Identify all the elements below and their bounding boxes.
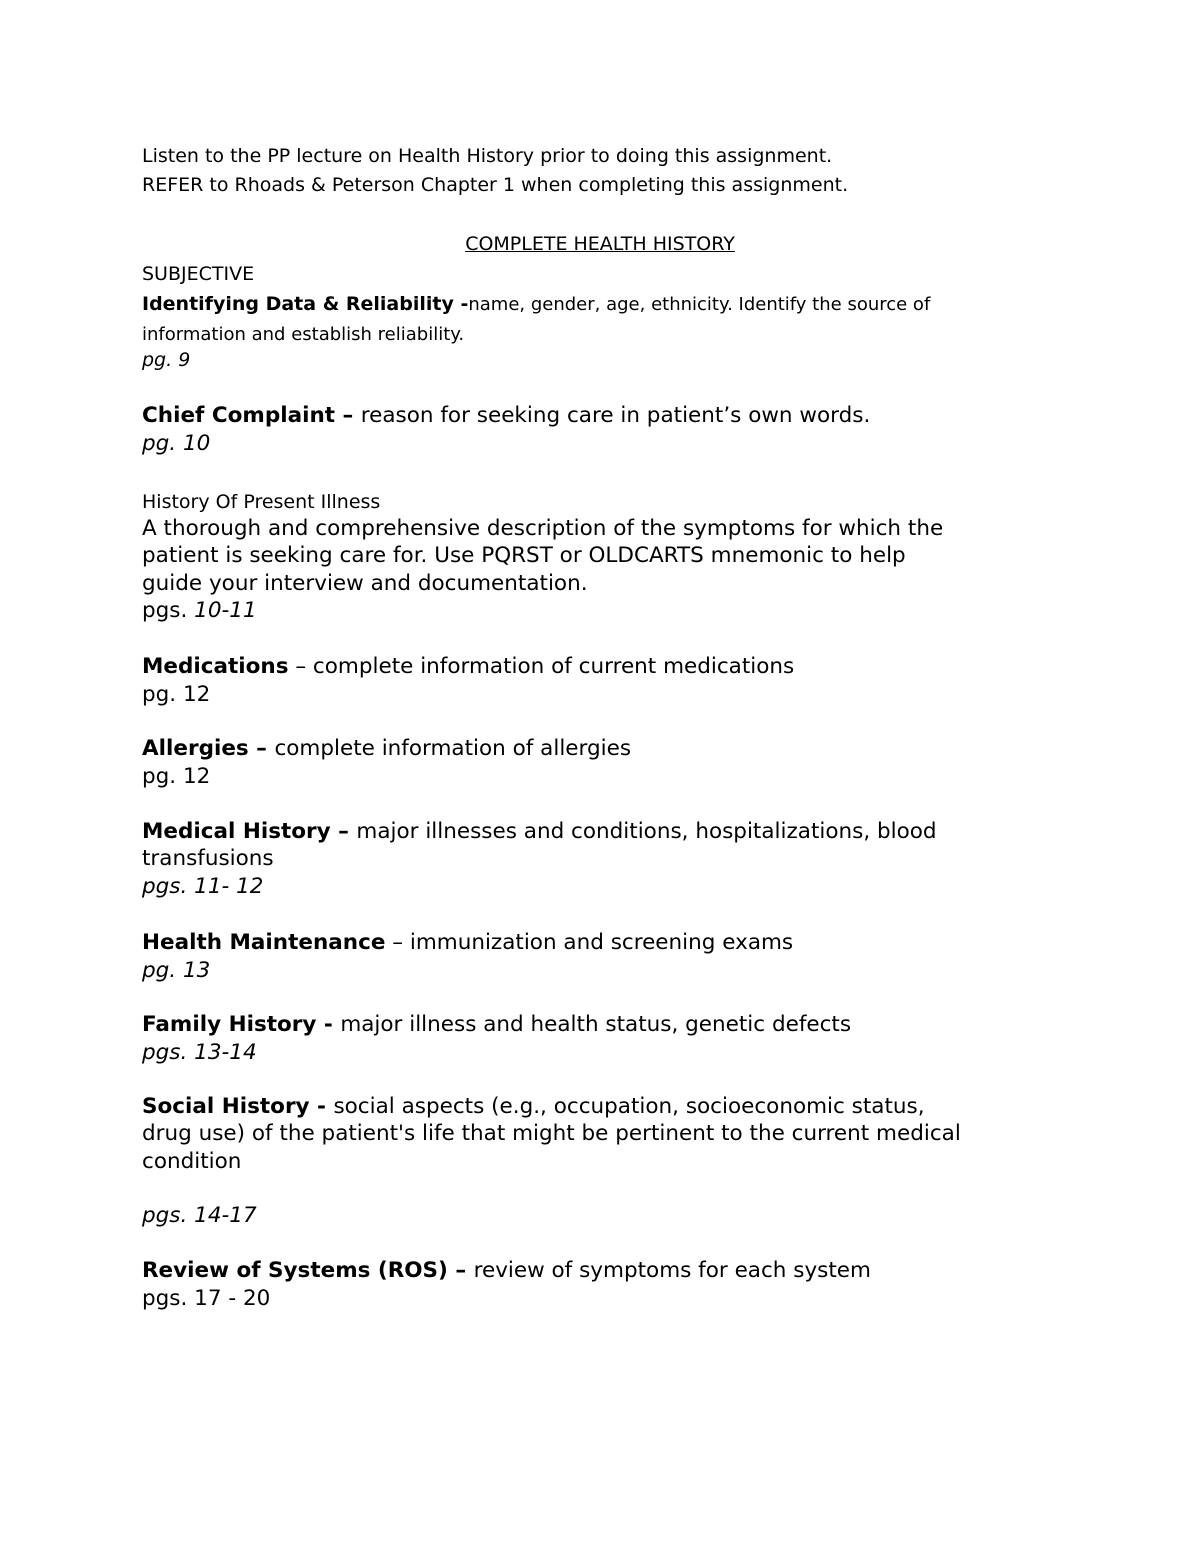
identifying-data-desc: name, gender, age, ethnicity. Identify the source of [468, 294, 931, 315]
chief-complaint-pages: pg. 10 [142, 431, 211, 456]
ros-line [142, 1259, 871, 1284]
health-maintenance-heading: Health Maintenance [142, 930, 386, 955]
instruction-line-2: REFER to Rhoads & Peterson Chapter 1 when completing this assignment. [142, 174, 849, 196]
ros-desc: review of symptoms for each system [473, 1258, 871, 1283]
hpi-desc-1: A thorough and comprehensive description of the symptoms for which the [142, 516, 944, 541]
family-history-line [142, 1013, 851, 1038]
identifying-data-heading: Identifying Data & Reliability - [142, 293, 469, 315]
health-maintenance-desc: – immunization and screening exams [385, 930, 794, 955]
hpi-pages-line [142, 599, 257, 624]
medical-history-desc-2: transfusions [142, 846, 274, 871]
social-history-heading: Social History - [142, 1094, 334, 1119]
hpi-pages-value: 10-11 [194, 598, 257, 623]
hpi-desc-2: patient is seeking care for. Use PQRST or OLDCARTS mnemonic to help [142, 543, 906, 568]
subjective-heading: SUBJECTIVE [142, 263, 255, 285]
medications-desc: – complete information of current medications [288, 654, 795, 679]
chief-complaint-line [142, 404, 870, 429]
social-history-desc-2: drug use) of the patient's life that might be pertinent to the current medical [142, 1121, 961, 1146]
health-maintenance-pages: pg. 13 [142, 958, 211, 983]
family-history-pages: pgs. 13-14 [142, 1040, 257, 1065]
hpi-desc-3: guide your interview and documentation. [142, 571, 588, 596]
medical-history-line [142, 820, 937, 845]
family-history-desc: major illness and health status, genetic defects [340, 1012, 852, 1037]
allergies-heading: Allergies – [142, 736, 275, 761]
medical-history-pages: pgs. 11- 12 [142, 874, 264, 899]
document-title: COMPLETE HEALTH HISTORY [465, 233, 735, 255]
instruction-line-1: Listen to the PP lecture on Health History prior to doing this assignment. [142, 145, 833, 167]
ros-heading: Review of Systems (ROS) – [142, 1258, 474, 1283]
medications-pages: pg. 12 [142, 682, 211, 707]
social-history-desc-3: condition [142, 1149, 242, 1174]
allergies-pages: pg. 12 [142, 764, 211, 789]
social-history-pages: pgs. 14-17 [142, 1203, 257, 1228]
chief-complaint-desc: reason for seeking care in patient’s own words. [360, 403, 871, 428]
social-history-desc: social aspects (e.g., occupation, socioeconomic status, [333, 1094, 925, 1119]
identifying-data-pages: pg. 9 [142, 349, 191, 371]
allergies-line [142, 737, 631, 762]
social-history-line [142, 1095, 925, 1120]
medical-history-desc: major illnesses and conditions, hospitalizations, blood [356, 819, 937, 844]
family-history-heading: Family History - [142, 1012, 341, 1037]
identifying-data-desc-2: information and establish reliability. [142, 324, 465, 345]
chief-complaint-heading: Chief Complaint – [142, 403, 361, 428]
medical-history-heading: Medical History – [142, 819, 357, 844]
identifying-data-line [142, 294, 930, 316]
allergies-desc: complete information of allergies [274, 736, 632, 761]
ros-pages: pgs. 17 - 20 [142, 1286, 271, 1311]
health-maintenance-line [142, 931, 793, 956]
hpi-heading: History Of Present Illness [142, 491, 381, 513]
hpi-pages-prefix: pgs. [142, 598, 195, 623]
medications-heading: Medications [142, 654, 289, 679]
medications-line [142, 655, 794, 680]
